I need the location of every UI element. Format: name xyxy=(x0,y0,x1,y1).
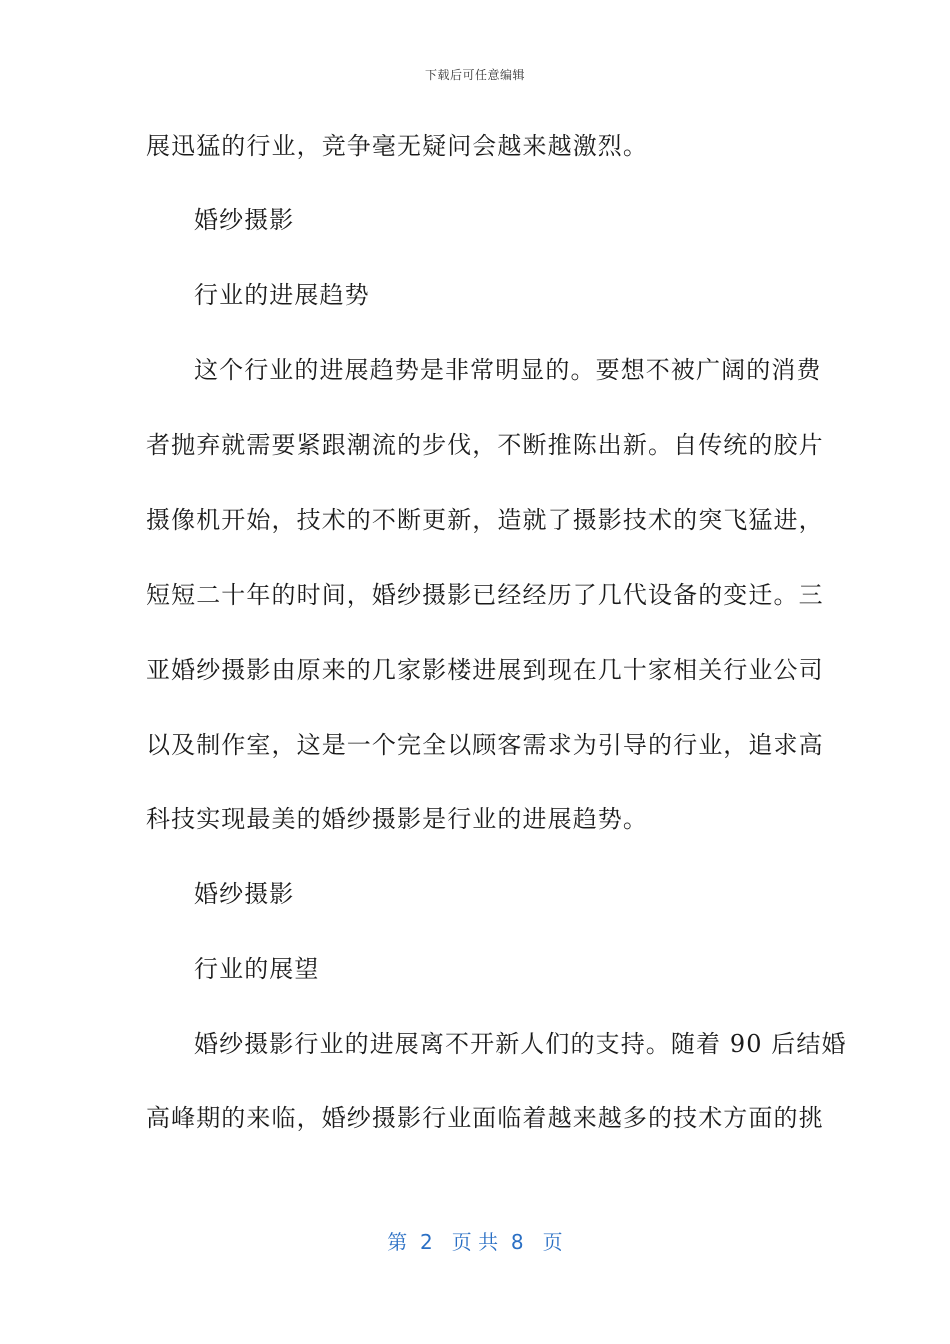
body-line: 婚纱摄影行业的进展离不开新人们的支持。随着 90 后结婚 xyxy=(194,1030,847,1058)
body-line: 短短二十年的时间，婚纱摄影已经经历了几代设备的变迁。三 xyxy=(146,581,824,609)
body-line: 展迅猛的行业，竞争毫无疑问会越来越激烈。 xyxy=(146,132,648,160)
body-line: 这个行业的进展趋势是非常明显的。要想不被广阔的消费 xyxy=(194,356,822,384)
page-footer: 第 2 页 共 8 页 xyxy=(387,1230,563,1254)
body-line: 者抛弃就需要紧跟潮流的步伐，不断推陈出新。自传统的胶片 xyxy=(146,431,824,459)
section-heading: 婚纱摄影 xyxy=(194,206,295,234)
body-line: 高峰期的来临，婚纱摄影行业面临着越来越多的技术方面的挑 xyxy=(146,1104,824,1132)
page-header: 下载后可任意编辑 xyxy=(424,68,525,82)
section-subheading: 行业的展望 xyxy=(194,955,320,983)
body-line: 科技实现最美的婚纱摄影是行业的进展趋势。 xyxy=(146,805,648,833)
body-line: 以及制作室，这是一个完全以顾客需求为引导的行业，追求高 xyxy=(146,731,824,759)
body-line: 亚婚纱摄影由原来的几家影楼进展到现在几十家相关行业公司 xyxy=(146,656,824,684)
section-heading: 婚纱摄影 xyxy=(194,880,295,908)
body-line: 摄像机开始，技术的不断更新，造就了摄影技术的突飞猛进， xyxy=(146,506,824,534)
section-subheading: 行业的进展趋势 xyxy=(194,281,370,309)
